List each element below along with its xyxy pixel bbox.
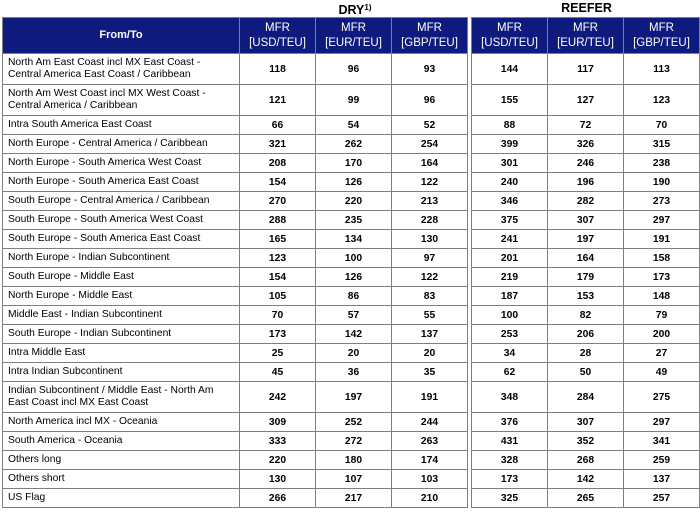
dry-eur-cell: 86 bbox=[316, 287, 392, 306]
dry-gbp-cell: 263 bbox=[392, 432, 468, 451]
route-name-line: North Europe - Indian Subcontinent bbox=[8, 252, 170, 263]
reefer-usd-cell: 201 bbox=[472, 249, 548, 268]
route-name-line: Intra South America East Coast bbox=[8, 119, 152, 130]
route-name-line: US Flag bbox=[8, 492, 46, 503]
dry-usd-cell: 165 bbox=[240, 230, 316, 249]
reefer-usd-cell: 187 bbox=[472, 287, 548, 306]
route-name-line: Intra Indian Subcontinent bbox=[8, 366, 123, 377]
header-row bbox=[3, 18, 700, 54]
dry-eur-cell: 170 bbox=[316, 154, 392, 173]
table-row bbox=[3, 173, 700, 192]
reefer-eur-header: MFR [EUR/TEU] bbox=[548, 18, 624, 54]
reefer-gbp-cell: 259 bbox=[624, 451, 700, 470]
route-name-line: North Europe - Central America / Caribbean bbox=[8, 138, 208, 149]
dry-usd-cell: 270 bbox=[240, 192, 316, 211]
reefer-eur-cell: 153 bbox=[548, 287, 624, 306]
reefer-usd-cell: 62 bbox=[472, 363, 548, 382]
reefer-eur-cell: 28 bbox=[548, 344, 624, 363]
route-name-line: Central America / Caribbean bbox=[8, 100, 138, 111]
route-name-cell bbox=[3, 154, 240, 173]
dry-eur-cell: 142 bbox=[316, 325, 392, 344]
reefer-gbp-cell: 341 bbox=[624, 432, 700, 451]
dry-gbp-cell: 103 bbox=[392, 470, 468, 489]
reefer-gbp-cell: 123 bbox=[624, 85, 700, 116]
dry-eur-cell: 20 bbox=[316, 344, 392, 363]
dry-usd-cell: 70 bbox=[240, 306, 316, 325]
route-name-cell bbox=[3, 306, 240, 325]
reefer-gbp-cell: 297 bbox=[624, 413, 700, 432]
reefer-usd-cell: 375 bbox=[472, 211, 548, 230]
reefer-eur-cell: 307 bbox=[548, 413, 624, 432]
dry-usd-cell: 118 bbox=[240, 54, 316, 85]
reefer-eur-cell: 352 bbox=[548, 432, 624, 451]
dry-gbp-cell: 174 bbox=[392, 451, 468, 470]
reefer-eur-cell: 196 bbox=[548, 173, 624, 192]
route-name-cell bbox=[3, 85, 240, 116]
table-row bbox=[3, 230, 700, 249]
reefer-eur-cell: 50 bbox=[548, 363, 624, 382]
route-name-line: East Coast incl MX East Coast bbox=[8, 397, 149, 408]
route-name-line: Others short bbox=[8, 473, 65, 484]
route-name-line: Intra Middle East bbox=[8, 347, 86, 358]
dry-eur-cell: 99 bbox=[316, 85, 392, 116]
reefer-eur-cell: 246 bbox=[548, 154, 624, 173]
reefer-gbp-cell: 27 bbox=[624, 344, 700, 363]
reefer-eur-cell: 282 bbox=[548, 192, 624, 211]
table-row bbox=[3, 154, 700, 173]
reefer-eur-cell: 268 bbox=[548, 451, 624, 470]
reefer-usd-cell: 253 bbox=[472, 325, 548, 344]
route-name-cell bbox=[3, 432, 240, 451]
reefer-usd-cell: 431 bbox=[472, 432, 548, 451]
dry-group-title: DRY$^{1)}$ bbox=[338, 3, 372, 17]
dry-gbp-cell: 164 bbox=[392, 154, 468, 173]
reefer-gbp-header: MFR [GBP/TEU] bbox=[624, 18, 700, 54]
reefer-gbp-cell: 238 bbox=[624, 154, 700, 173]
dry-gbp-cell: 191 bbox=[392, 382, 468, 413]
reefer-gbp-cell: 315 bbox=[624, 135, 700, 154]
dry-eur-cell: 272 bbox=[316, 432, 392, 451]
route-name-line: North America incl MX - Oceania bbox=[8, 416, 158, 427]
dry-eur-cell: 100 bbox=[316, 249, 392, 268]
dry-usd-cell: 154 bbox=[240, 268, 316, 287]
table-row bbox=[3, 451, 700, 470]
reefer-usd-cell: 240 bbox=[472, 173, 548, 192]
dry-gbp-cell: 228 bbox=[392, 211, 468, 230]
route-name-cell bbox=[3, 382, 240, 413]
dry-gbp-cell: 35 bbox=[392, 363, 468, 382]
reefer-usd-cell: 219 bbox=[472, 268, 548, 287]
dry-eur-cell: 220 bbox=[316, 192, 392, 211]
reefer-gbp-cell: 113 bbox=[624, 54, 700, 85]
reefer-eur-cell: 164 bbox=[548, 249, 624, 268]
dry-gbp-cell: 137 bbox=[392, 325, 468, 344]
table-row bbox=[3, 116, 700, 135]
reefer-gbp-cell: 200 bbox=[624, 325, 700, 344]
dry-gbp-cell: 52 bbox=[392, 116, 468, 135]
reefer-eur-cell: 142 bbox=[548, 470, 624, 489]
dry-gbp-cell: 244 bbox=[392, 413, 468, 432]
reefer-usd-cell: 348 bbox=[472, 382, 548, 413]
dry-usd-cell: 45 bbox=[240, 363, 316, 382]
route-name-line: Indian Subcontinent / Middle East - North Am bbox=[8, 385, 214, 396]
reefer-usd-cell: 346 bbox=[472, 192, 548, 211]
reefer-eur-cell: 307 bbox=[548, 211, 624, 230]
dry-gbp-cell: 97 bbox=[392, 249, 468, 268]
route-name-line: South America - Oceania bbox=[8, 435, 123, 446]
route-name-cell bbox=[3, 116, 240, 135]
route-name-line: South Europe - Middle East bbox=[8, 271, 134, 282]
dry-gbp-cell: 122 bbox=[392, 173, 468, 192]
reefer-usd-cell: 328 bbox=[472, 451, 548, 470]
reefer-gbp-cell: 148 bbox=[624, 287, 700, 306]
dry-usd-cell: 154 bbox=[240, 173, 316, 192]
route-name-cell bbox=[3, 287, 240, 306]
reefer-usd-cell: 88 bbox=[472, 116, 548, 135]
reefer-gbp-cell: 297 bbox=[624, 211, 700, 230]
dry-usd-header: MFR [USD/TEU] bbox=[240, 18, 316, 54]
dry-eur-cell: 36 bbox=[316, 363, 392, 382]
dry-usd-cell: 123 bbox=[240, 249, 316, 268]
reefer-eur-cell: 117 bbox=[548, 54, 624, 85]
dry-gbp-cell: 96 bbox=[392, 85, 468, 116]
table-row bbox=[3, 413, 700, 432]
dry-eur-header: MFR [EUR/TEU] bbox=[316, 18, 392, 54]
dry-eur-cell: 217 bbox=[316, 489, 392, 508]
reefer-gbp-cell: 49 bbox=[624, 363, 700, 382]
route-name-cell bbox=[3, 192, 240, 211]
reefer-gbp-cell: 173 bbox=[624, 268, 700, 287]
reefer-usd-cell: 34 bbox=[472, 344, 548, 363]
dry-eur-cell: 107 bbox=[316, 470, 392, 489]
rates-table bbox=[2, 17, 700, 508]
dry-gbp-cell: 83 bbox=[392, 287, 468, 306]
reefer-usd-cell: 100 bbox=[472, 306, 548, 325]
table-row bbox=[3, 54, 700, 85]
route-name-line: South Europe - South America East Coast bbox=[8, 233, 201, 244]
table-row bbox=[3, 211, 700, 230]
reefer-gbp-cell: 158 bbox=[624, 249, 700, 268]
route-name-line: Others long bbox=[8, 454, 62, 465]
reefer-usd-cell: 144 bbox=[472, 54, 548, 85]
dry-gbp-header: MFR [GBP/TEU] bbox=[392, 18, 468, 54]
reefer-gbp-cell: 137 bbox=[624, 470, 700, 489]
dry-gbp-cell: 55 bbox=[392, 306, 468, 325]
route-name-line: Central America East Coast / Caribbean bbox=[8, 69, 191, 80]
dry-usd-cell: 220 bbox=[240, 451, 316, 470]
route-name-cell bbox=[3, 230, 240, 249]
reefer-eur-cell: 197 bbox=[548, 230, 624, 249]
reefer-usd-cell: 301 bbox=[472, 154, 548, 173]
reefer-eur-cell: 82 bbox=[548, 306, 624, 325]
reefer-eur-cell: 265 bbox=[548, 489, 624, 508]
table-row bbox=[3, 287, 700, 306]
reefer-eur-cell: 127 bbox=[548, 85, 624, 116]
dry-usd-cell: 309 bbox=[240, 413, 316, 432]
dry-usd-cell: 105 bbox=[240, 287, 316, 306]
route-name-cell bbox=[3, 325, 240, 344]
route-name-line: South Europe - South America West Coast bbox=[8, 214, 203, 225]
dry-eur-cell: 126 bbox=[316, 268, 392, 287]
reefer-gbp-cell: 190 bbox=[624, 173, 700, 192]
from-to-header: From/To bbox=[3, 18, 240, 54]
table-row bbox=[3, 489, 700, 508]
table-row bbox=[3, 249, 700, 268]
dry-footnote-marker: 1) bbox=[364, 3, 372, 12]
dry-usd-cell: 173 bbox=[240, 325, 316, 344]
reefer-eur-cell: 206 bbox=[548, 325, 624, 344]
route-name-cell bbox=[3, 451, 240, 470]
reefer-eur-cell: 72 bbox=[548, 116, 624, 135]
dry-eur-cell: 235 bbox=[316, 211, 392, 230]
reefer-gbp-cell: 79 bbox=[624, 306, 700, 325]
table-row bbox=[3, 325, 700, 344]
table-row bbox=[3, 363, 700, 382]
reefer-gbp-cell: 191 bbox=[624, 230, 700, 249]
reefer-eur-cell: 326 bbox=[548, 135, 624, 154]
dry-usd-cell: 242 bbox=[240, 382, 316, 413]
route-name-line: South Europe - Central America / Caribbean bbox=[8, 195, 210, 206]
route-name-cell bbox=[3, 489, 240, 508]
route-name-cell bbox=[3, 135, 240, 154]
reefer-usd-cell: 155 bbox=[472, 85, 548, 116]
dry-eur-cell: 126 bbox=[316, 173, 392, 192]
reefer-usd-cell: 173 bbox=[472, 470, 548, 489]
dry-eur-cell: 262 bbox=[316, 135, 392, 154]
reefer-usd-cell: 241 bbox=[472, 230, 548, 249]
dry-gbp-cell: 210 bbox=[392, 489, 468, 508]
dry-usd-cell: 25 bbox=[240, 344, 316, 363]
dry-usd-cell: 333 bbox=[240, 432, 316, 451]
table-row bbox=[3, 85, 700, 116]
reefer-gbp-cell: 273 bbox=[624, 192, 700, 211]
table-row bbox=[3, 192, 700, 211]
dry-gbp-cell: 122 bbox=[392, 268, 468, 287]
dry-eur-cell: 134 bbox=[316, 230, 392, 249]
route-name-line: North Europe - Middle East bbox=[8, 290, 133, 301]
dry-eur-cell: 197 bbox=[316, 382, 392, 413]
route-name-cell bbox=[3, 211, 240, 230]
reefer-gbp-cell: 70 bbox=[624, 116, 700, 135]
table-row bbox=[3, 344, 700, 363]
reefer-eur-cell: 179 bbox=[548, 268, 624, 287]
dry-gbp-cell: 20 bbox=[392, 344, 468, 363]
route-name-cell bbox=[3, 344, 240, 363]
dry-gbp-cell: 254 bbox=[392, 135, 468, 154]
dry-gbp-cell: 130 bbox=[392, 230, 468, 249]
dry-eur-cell: 57 bbox=[316, 306, 392, 325]
route-name-cell bbox=[3, 249, 240, 268]
reefer-eur-cell: 284 bbox=[548, 382, 624, 413]
dry-usd-cell: 66 bbox=[240, 116, 316, 135]
reefer-group-title: REEFER bbox=[561, 1, 612, 15]
dry-usd-cell: 208 bbox=[240, 154, 316, 173]
route-name-line: South Europe - Indian Subcontinent bbox=[8, 328, 172, 339]
dry-eur-cell: 252 bbox=[316, 413, 392, 432]
reefer-usd-cell: 325 bbox=[472, 489, 548, 508]
route-name-cell bbox=[3, 268, 240, 287]
dry-gbp-cell: 213 bbox=[392, 192, 468, 211]
dry-usd-cell: 121 bbox=[240, 85, 316, 116]
dry-eur-cell: 54 bbox=[316, 116, 392, 135]
route-name-line: North Europe - South America West Coast bbox=[8, 157, 202, 168]
table-row bbox=[3, 135, 700, 154]
route-name-line: North Am East Coast incl MX East Coast - bbox=[8, 57, 201, 68]
route-name-line: North Am West Coast incl MX West Coast - bbox=[8, 88, 206, 99]
dry-usd-cell: 130 bbox=[240, 470, 316, 489]
reefer-usd-cell: 399 bbox=[472, 135, 548, 154]
table-row bbox=[3, 432, 700, 451]
dry-eur-cell: 180 bbox=[316, 451, 392, 470]
dry-usd-cell: 266 bbox=[240, 489, 316, 508]
route-name-cell bbox=[3, 363, 240, 382]
reefer-usd-cell: 376 bbox=[472, 413, 548, 432]
reefer-gbp-cell: 257 bbox=[624, 489, 700, 508]
table-row bbox=[3, 268, 700, 287]
route-name-cell bbox=[3, 470, 240, 489]
dry-usd-cell: 288 bbox=[240, 211, 316, 230]
table-row bbox=[3, 470, 700, 489]
reefer-usd-header: MFR [USD/TEU] bbox=[472, 18, 548, 54]
dry-gbp-cell: 93 bbox=[392, 54, 468, 85]
table-row bbox=[3, 382, 700, 413]
route-name-line: North Europe - South America East Coast bbox=[8, 176, 199, 187]
dry-eur-cell: 96 bbox=[316, 54, 392, 85]
dry-usd-cell: 321 bbox=[240, 135, 316, 154]
route-name-cell bbox=[3, 413, 240, 432]
reefer-gbp-cell: 275 bbox=[624, 382, 700, 413]
route-name-cell bbox=[3, 54, 240, 85]
route-name-line: Middle East - Indian Subcontinent bbox=[8, 309, 162, 320]
route-name-cell bbox=[3, 173, 240, 192]
table-row bbox=[3, 306, 700, 325]
